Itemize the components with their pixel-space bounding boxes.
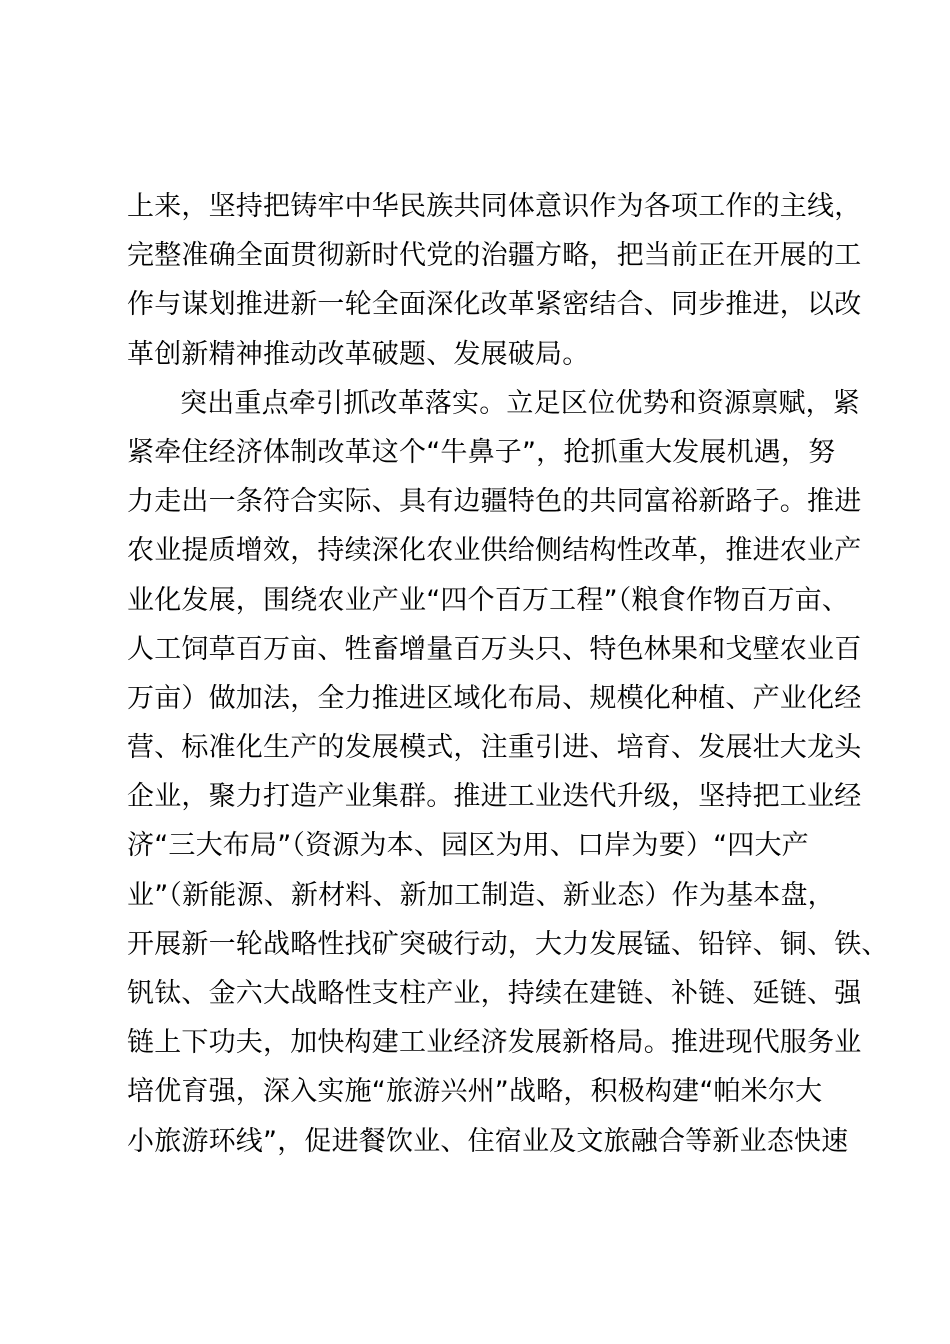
text-line: 济“三大布局”（资源为本、园区为用、口岸为要）“四大产 — [127, 830, 809, 862]
text-line: 企业，聚力打造产业集群。推进工业迭代升级，坚持把工业经 — [127, 781, 862, 813]
paragraph-first-line: 突出重点牵引抓改革落实。立足区位优势和资源禀赋，紧 — [180, 387, 860, 419]
text-line: 革创新精神推动改革破题、发展破局。 — [127, 338, 590, 370]
text-line: 培优育强，深入实施“旅游兴州”战略，积极构建“帕米尔大 — [127, 1076, 823, 1108]
text-line: 紧牵住经济体制改革这个“牛鼻子”，抢抓重大发展机遇，努 — [127, 436, 836, 468]
text-line: 万亩）做加法，全力推进区域化布局、规模化种植、产业化经 — [127, 682, 862, 714]
text-line: 上来，坚持把铸牢中华民族共同体意识作为各项工作的主线， — [127, 191, 862, 222]
text-line: 业”（新能源、新材料、新加工制造、新业态）作为基本盘， — [127, 879, 835, 911]
text-line: 小旅游环线”，促进餐饮业、住宿业及文旅融合等新业态快速 — [127, 1125, 849, 1157]
text-line: 人工饲草百万亩、牲畜增量百万头只、特色林果和戈壁农业百 — [127, 633, 862, 665]
body-text — [127, 182, 889, 1166]
text-line: 作与谋划推进新一轮全面深化改革紧密结合、同步推进，以改 — [127, 289, 862, 321]
text-line: 链上下功夫，加快构建工业经济发展新格局。推进现代服务业 — [127, 1027, 862, 1059]
text-line: 农业提质增效，持续深化农业供给侧结构性改革，推进农业产 — [127, 535, 862, 567]
text-line: 营、标准化生产的发展模式，注重引进、培育、发展壮大龙头 — [127, 732, 862, 764]
text-line: 完整准确全面贯彻新时代党的治疆方略，把当前正在开展的工 — [127, 240, 862, 272]
text-line: 业化发展，围绕农业产业“四个百万工程”（粮食作物百万亩、 — [127, 584, 850, 616]
text-line: 开展新一轮战略性找矿突破行动，大力发展锰、铅锌、铜、铁、 — [127, 928, 889, 960]
text-line: 钒钛、金六大战略性支柱产业，持续在建链、补链、延链、强 — [127, 978, 862, 1009]
text-line: 力走出一条符合实际、具有边疆特色的共同富裕新路子。推进 — [127, 486, 862, 518]
